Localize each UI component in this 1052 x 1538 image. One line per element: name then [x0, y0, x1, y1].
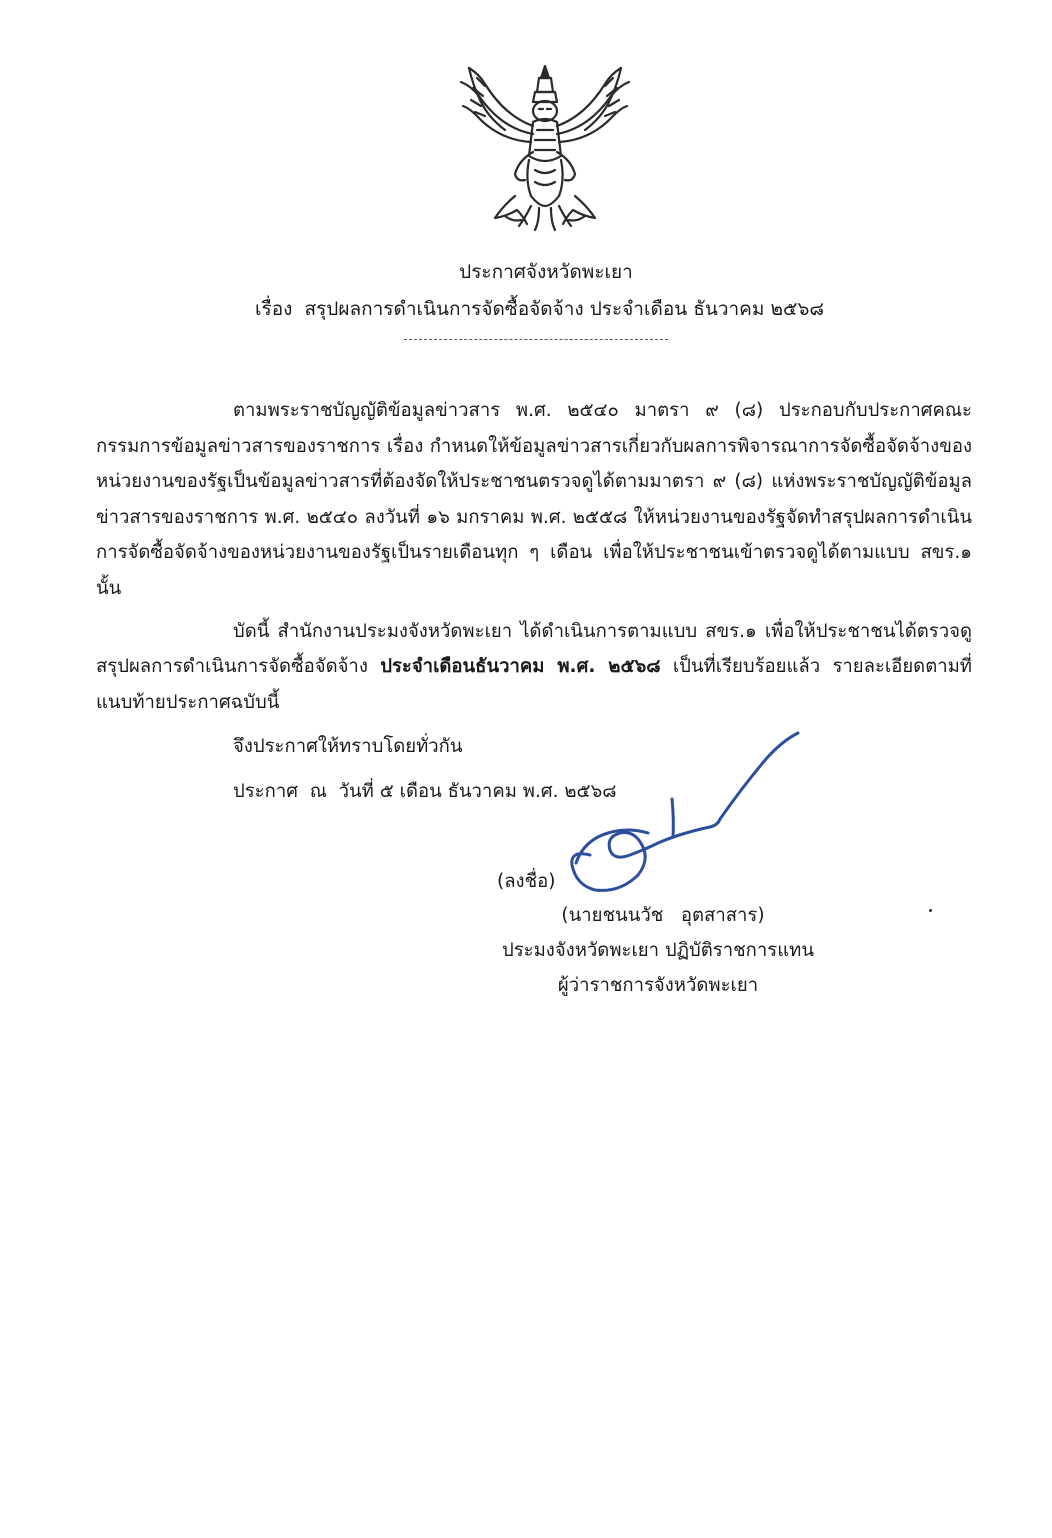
body-paragraph-2-part-2: เป็นที่เรียบร้อยแล้ว รายละเอียดตามที่แนบท้ายประกาศฉบับนี้: [96, 656, 972, 713]
announcement-date: ประกาศ ณ วันที่ ๕ เดือน ธันวาคม พ.ศ. ๒๕๖๘: [233, 781, 617, 802]
garuda-emblem-icon: [455, 56, 635, 236]
signer-name: (นายชนนวัช อุตสาสาร): [561, 905, 765, 926]
announcement-title: ประกาศจังหวัดพะเยา: [459, 261, 633, 283]
signer-position: ประมงจังหวัดพะเยา ปฏิบัติราชการแทน: [502, 940, 814, 961]
scan-speck: [929, 909, 932, 912]
handwritten-signature: [560, 715, 820, 915]
signer-title: ผู้ว่าราชการจังหวัดพะเยา: [557, 975, 759, 996]
title-divider: [404, 339, 668, 340]
signature-label: (ลงชื่อ): [497, 871, 556, 892]
announcement-header: [0, 258, 1052, 320]
body-paragraph-2-part-1: บัดนี้ สำนักงานประมงจังหวัดพะเยา ได้ดำเนินการตามแบบ สขร.๑ เพื่อให้ประชาชนได้ตรวจดูสรุปผลการดำเนินการจัดซื้อจัดจ้าง: [96, 620, 972, 678]
announcement-subject: เรื่อง สรุปผลการดำเนินการจัดซื้อจัดจ้าง ประจำเดือน ธันวาคม ๒๕๖๘: [255, 298, 825, 320]
closing-notice: จึงประกาศให้ทราบโดยทั่วกัน: [233, 736, 463, 757]
body-paragraph-2: [96, 614, 972, 721]
announcement-body: [96, 393, 972, 720]
body-paragraph-1: ตามพระราชบัญญัติข้อมูลข่าวสาร พ.ศ. ๒๕๔๐ มาตรา ๙ (๘) ประกอบกับประกาศคณะกรรมการข้อมูลข่าวสารของราชการ เรื่อง กำหนดให้ข้อมูลข่าวสารเกี่ยวกับผลการพิจารณาการจัดซื้อจัดจ้างของหน่วยงานของรัฐเป็นข้อมูลข่าวสารที่ต้องจัดให้ประชาชนตรวจดูได้ตามมาตรา ๙ (๘) แห่งพระราชบัญญัติข้อมูลข่าวสารของราชการ พ.ศ. ๒๕๔๐ ลงวันที่ ๑๖ มกราคม พ.ศ. ๒๕๕๘ ให้หน่วยงานของรัฐจัดทำสรุปผลการดำเนินการจัดซื้อจัดจ้างของหน่วยงานของรัฐเป็นรายเดือนทุก ๆ เดือน เพื่อให้ประชาชนเข้าตรวจดูได้ตามแบบ สขร.๑ นั้น: [96, 400, 972, 599]
body-paragraph-2-bold: ประจำเดือนธันวาคม พ.ศ. ๒๕๖๘: [380, 656, 661, 678]
